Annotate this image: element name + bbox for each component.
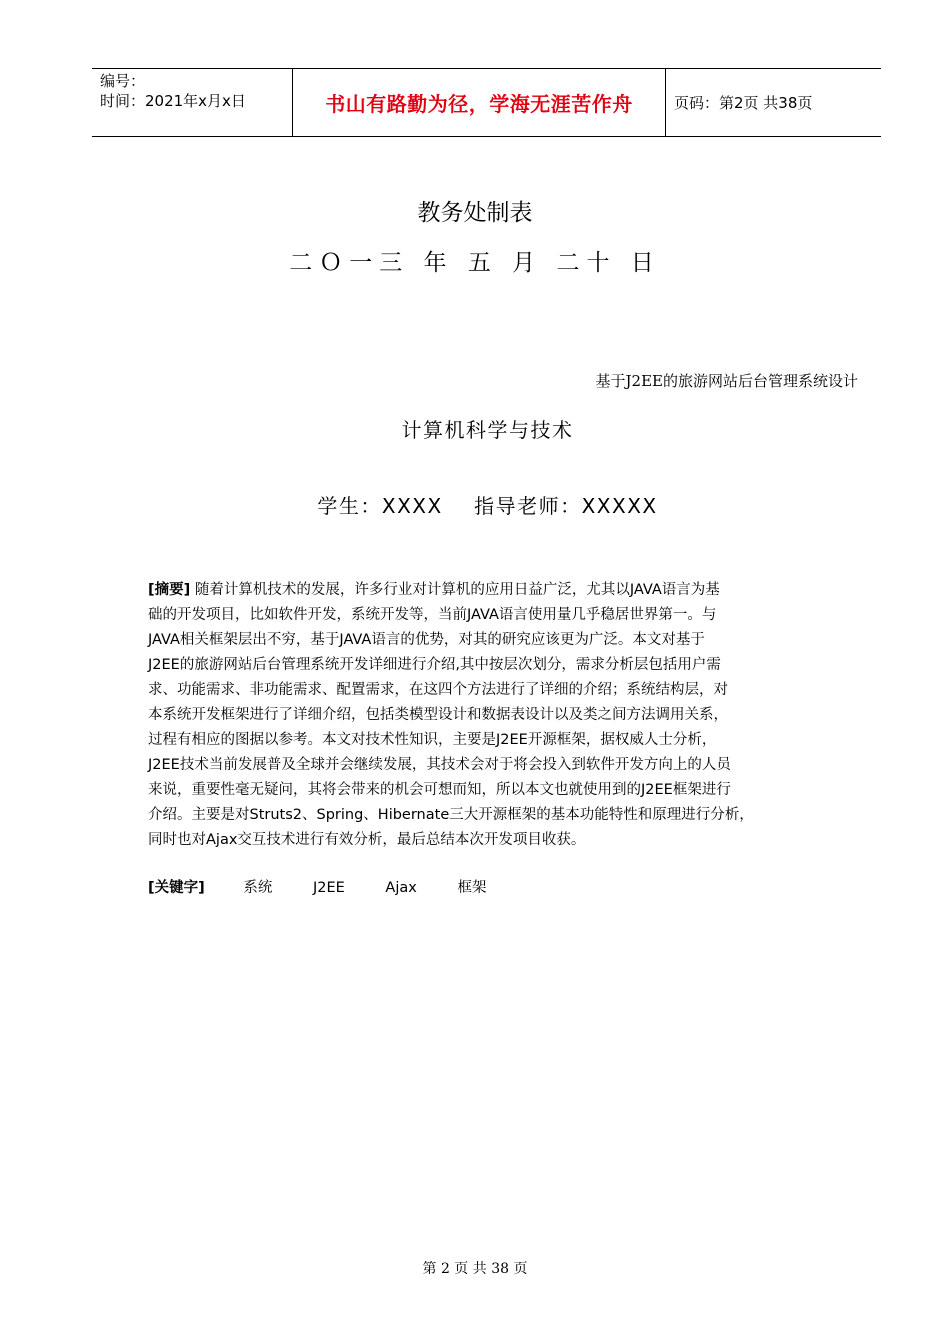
- abstract-line: 求、功能需求、非功能需求、配置需求，在这四个方法进行了详细的介绍；系统结构层，对: [148, 682, 728, 698]
- abstract-line: 过程有相应的图据以参考。本文对技术性知识，主要是J2EE开源框架，据权威人士分析，: [148, 732, 717, 748]
- header-meta-cell: [92, 69, 293, 136]
- abstract-line: JAVA相关框架层出不穷，基于JAVA语言的优势，对其的研究应该更为广泛。本文对基于: [148, 632, 705, 648]
- motto: 书山有路勤为径，学海无涯苦作舟: [325, 92, 633, 116]
- abstract-line: 同时也对Ajax交互技术进行有效分析，最后总结本次开发项目收获。: [148, 832, 586, 848]
- serial-label: 编号：: [100, 72, 146, 90]
- page-footer: 第 2 页 共 38 页: [422, 1261, 528, 1277]
- header-motto-cell: [293, 69, 666, 136]
- keyword: Ajax: [385, 880, 417, 896]
- abstract-line: 来说，重要性毫无疑问，其将会带来的机会可想而知，所以本文也就使用到的J2EE框架进行: [148, 782, 731, 798]
- page-header: [92, 68, 881, 137]
- abstract-line: 础的开发项目，比如软件开发，系统开发等，当前JAVA语言使用量几乎稳居世界第一。与: [148, 607, 717, 623]
- thesis-title: 基于J2EE的旅游网站后台管理系统设计: [595, 372, 858, 390]
- abstract-line: J2EE的旅游网站后台管理系统开发详细进行介绍,其中按层次划分，需求分析层包括用户需: [148, 657, 721, 673]
- major: 计算机科学与技术: [401, 418, 574, 442]
- issue-date: 二Ｏ一三 年 五 月 二十 日: [289, 250, 661, 276]
- issuer: 教务处制表: [417, 200, 533, 226]
- keyword: J2EE: [312, 880, 345, 896]
- keywords-label: [关键字]: [148, 880, 205, 896]
- abstract-label: [摘要]: [148, 582, 191, 598]
- keywords: [148, 876, 522, 901]
- abstract-line: J2EE技术当前发展普及全球并会继续发展，其技术会对于将会投入到软件开发方向上的人员: [148, 757, 731, 773]
- time-label: 时间：2021年x月x日: [100, 92, 246, 110]
- abstract: [148, 578, 838, 853]
- abstract-line: 介绍。主要是对Struts2、Spring、Hibernate三大开源框架的基本功能特性和原理进行分析，: [148, 807, 754, 823]
- authors: 学生：XXXX 指导老师：XXXXX: [317, 494, 658, 518]
- header-page-cell: [666, 69, 881, 136]
- keyword: 框架: [457, 880, 487, 896]
- page-label: 页码：第2页 共38页: [674, 94, 813, 112]
- abstract-text: 随着计算机技术的发展，许多行业对计算机的应用日益广泛，尤其以JAVA语言为基: [190, 582, 720, 598]
- abstract-line: 本系统开发框架进行了详细介绍，包括类模型设计和数据表设计以及类之间方法调用关系，: [148, 707, 728, 723]
- abstract-line: [148, 578, 838, 603]
- keyword: 系统: [243, 880, 273, 896]
